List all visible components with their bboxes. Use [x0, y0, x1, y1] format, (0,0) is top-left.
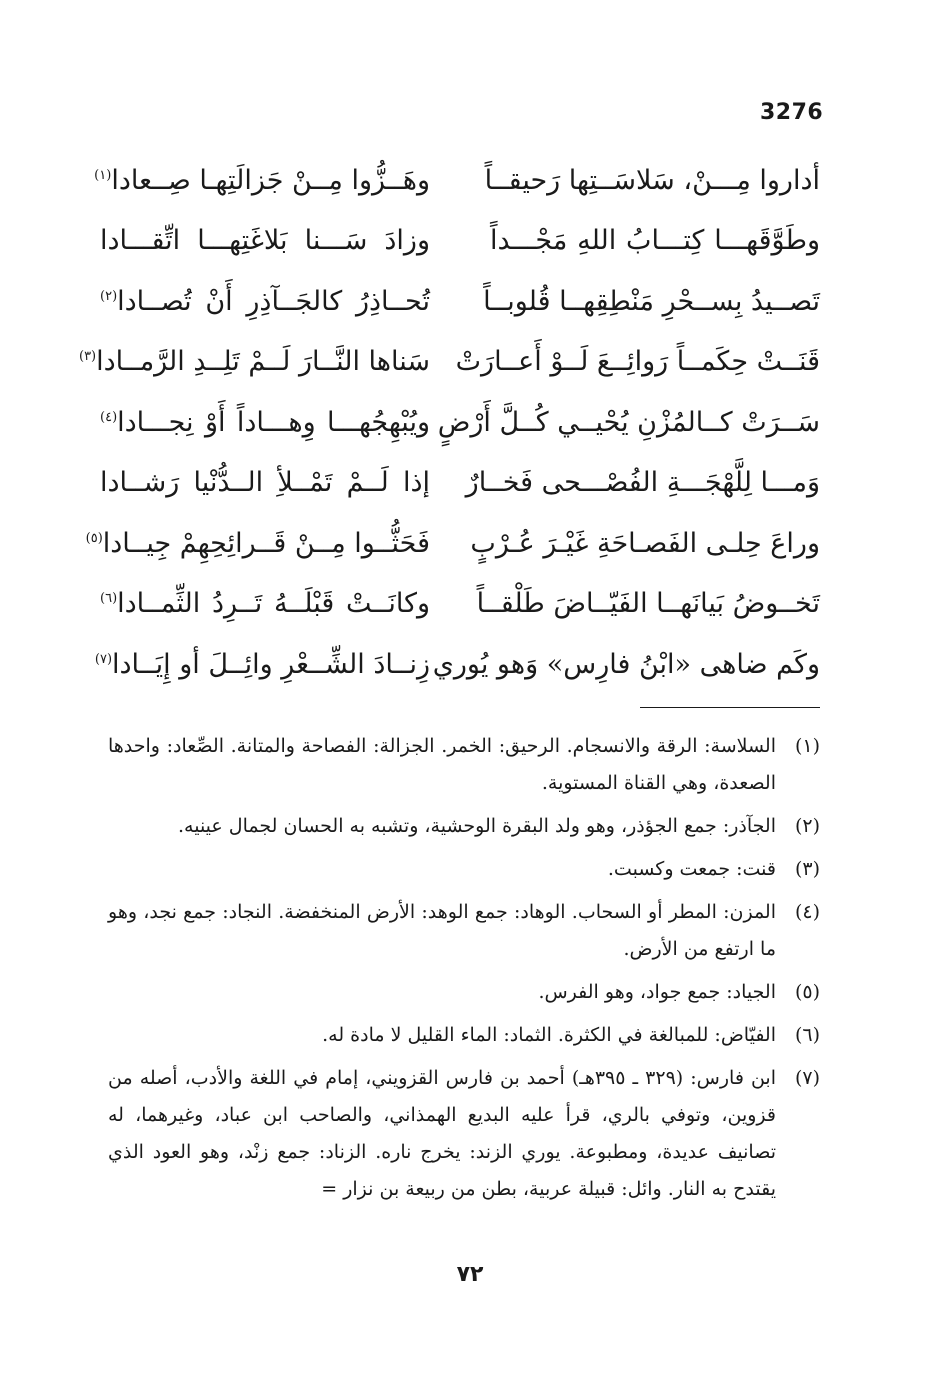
footnote — [108, 894, 820, 968]
footnote-marker: (٧) — [94, 651, 113, 667]
verse-line — [100, 453, 820, 514]
footnote — [108, 1060, 820, 1208]
footnote-separator — [640, 707, 820, 708]
verse-second-hemistich: تُحــاذِرُ كالجَــآذِرِ أَنْ تُصــادا$^{(٢)}$ — [100, 285, 430, 317]
verse-line — [94, 634, 820, 695]
verse-line — [100, 211, 820, 272]
verse-second-hemistich: سَناها النَّــارَ لَــمْ تَلِــدِ الرَّمــادا$^{(٣)}$ — [78, 346, 430, 378]
verse-second-hemistich: زِنــادَ الشِّــعْرِ وائِــلَ أو إِيَــادا$^{(٧)}$ — [94, 648, 430, 680]
verse-line — [78, 332, 820, 393]
footnote-text: السلاسة: الرقة والانسجام. الرحيق: الخمر. الجزالة: الفصاحة والمتانة. الصِّعاد: واحدها الصعدة، وهي القناة المستوية. — [108, 735, 776, 794]
footnote-text: المزن: المطر أو السحاب. الوهاد: جمع الوهد: الأرض المنخفضة. النجاد: جمع نجد، وهو ما ارتفع من الأرض. — [108, 901, 776, 960]
footnote-text: الجآذر: جمع الجؤذر، وهو ولد البقرة الوحشية، وتشبه به الحسان لجمال عينيه. — [177, 815, 776, 837]
footnote-text: الجياد: جمع جواد، وهو الفرس. — [538, 981, 776, 1003]
footnote-number: (٣) — [794, 858, 820, 880]
verse-first-hemistich: تَخــوضُ بَيانَهــا الفَيّــاضَ طَلْقــاً — [476, 588, 820, 620]
verse-line — [85, 513, 820, 574]
footnote-marker: (٦) — [100, 591, 118, 607]
verse-line — [100, 271, 820, 332]
footnote-marker: (٥) — [85, 530, 103, 546]
verse-first-hemistich: وطَوَّقَهـــا كِتـــابُ اللهِ مَجْـــداً — [490, 225, 820, 257]
verse-first-hemistich: وكَم ضاهى «ابْنُ فارِس» وَهو يُوري — [432, 648, 820, 680]
footnote — [108, 808, 820, 845]
footnote-number: (٢) — [794, 815, 820, 837]
footnote-number: (٧) — [794, 1067, 820, 1089]
verse-second-hemistich: وزادَ سَـــنا بَلاغَتِهـــا اتِّقـــادا — [100, 225, 430, 257]
footnote-number: (١) — [794, 735, 820, 757]
footnote — [108, 728, 820, 802]
verse-first-hemistich: قَنَــتْ حِكَمــاً رَوائِــعَ لَــوْ أَعــارَتْ — [455, 346, 820, 378]
verse-second-hemistich: ويُبْهِجُهـــا وِهـــاداً أَوْ نِجـــادا$^{(٤)}$ — [100, 406, 430, 438]
footnote-marker: (٢) — [100, 288, 118, 304]
verse-first-hemistich: تَصــيدُ بِســحْرِ مَنْطِقِهــا قُلوبــاً — [483, 285, 820, 317]
footnote-number: (٦) — [794, 1024, 820, 1046]
footnote-text: ابن فارس: (٣٢٩ ـ ٣٩٥هـ) أحمد بن فارس القزويني، إمام في اللغة والأدب، أصله من قزوين، وتوفي بالري، قرأ عليه البديع الهمذاني، والصاحب ابن عباد، وغيرهما، له تصانيف عديدة، ومطبوعة. يوري الزند: يخرج ناره. الزناد: جمع زنْد، وهو العود الذي يقتدح به النار. وائل: قبيلة عربية، بطن من ربيعة بن نزار = — [108, 1067, 776, 1200]
footnote — [108, 1017, 820, 1054]
footnote-number: (٤) — [794, 901, 820, 923]
footnote-marker: (٣) — [78, 349, 97, 365]
verse-first-hemistich: وَمـــا لِلَّهْجَـــةِ الفُصْـــحى فَخــارٌ — [465, 467, 820, 499]
footnote-number: (٥) — [794, 981, 820, 1003]
verse-second-hemistich: فَحَثُّــوا مِــنْ قَــرائِحِهِمْ جِيــادا$^{(٥)}$ — [85, 527, 430, 559]
verse-second-hemistich: وهَــزُّوا مِــنْ جَزالَتِهـا صِــعادا$^{(١)}$ — [94, 164, 430, 196]
footnote — [108, 851, 820, 888]
verse-second-hemistich: وكانَــتْ قَبْلَــهُ تَــرِدُ الثِّمــادا$^{(٦)}$ — [100, 588, 430, 620]
footnote-text: قنت: جمعت وكسبت. — [607, 858, 776, 880]
footnote-marker: (٤) — [100, 409, 118, 425]
verse-line — [94, 150, 820, 211]
verse-first-hemistich: سَــرَتْ كــالمُزْنِ يُحْيــي كُــلَّ أَرْضٍ — [437, 406, 820, 438]
verse-first-hemistich: وراعَ حِلـى الفَصـاحَةِ غَيْـرَ عُـرْبٍ — [470, 527, 820, 559]
verse-line — [100, 574, 820, 635]
page-number: ٧٢ — [456, 1262, 484, 1287]
footnote-marker: (١) — [94, 167, 112, 183]
verse-second-hemistich: إذا لَــمْ تَمْــلأِ الــدُّنْيا رَشــادا — [100, 467, 430, 499]
verse-line — [100, 392, 820, 453]
running-page-number: 3276 — [760, 100, 824, 125]
footnotes — [108, 728, 820, 1214]
verse-first-hemistich: أداروا مِـــنْ، سَلاسَــتِها رَحيقــاً — [484, 164, 820, 196]
poem — [78, 150, 820, 695]
footnote — [108, 974, 820, 1011]
footnote-text: الفيّاض: للمبالغة في الكثرة. الثماد: الماء القليل لا مادة له. — [322, 1024, 776, 1046]
